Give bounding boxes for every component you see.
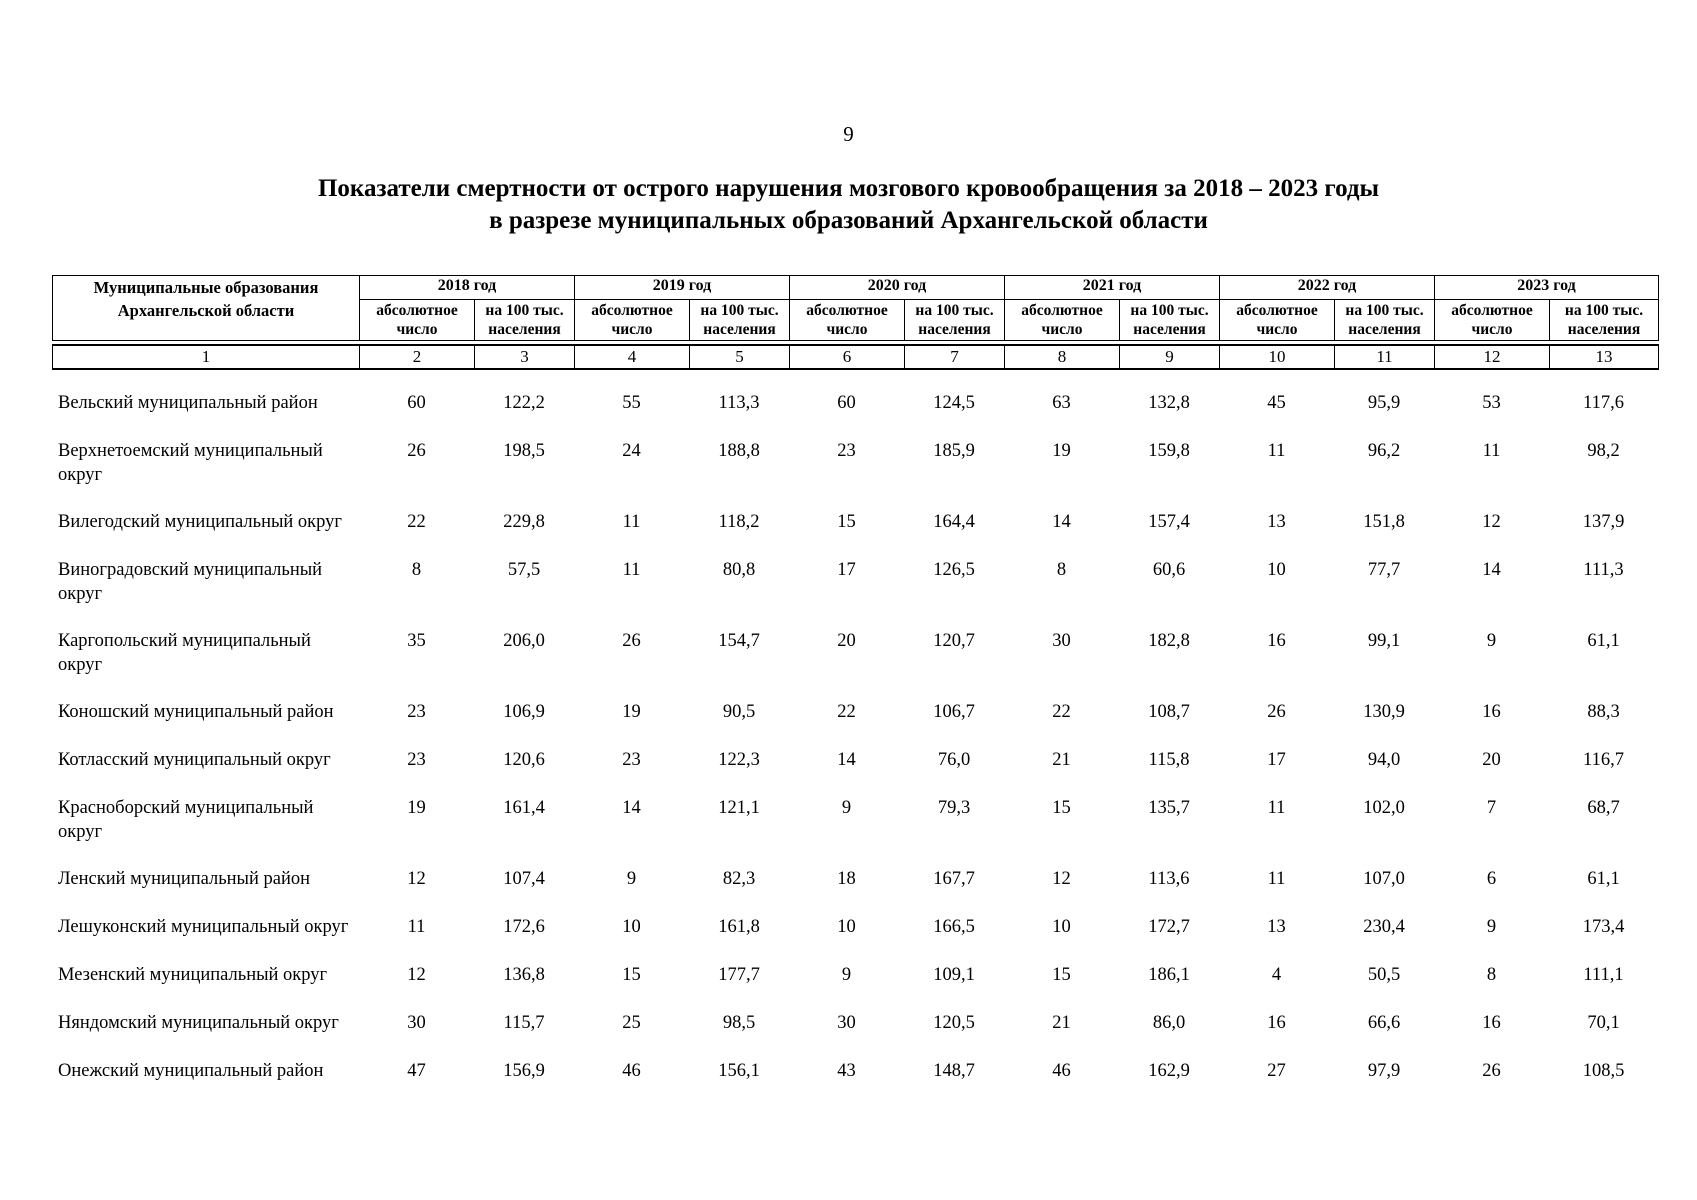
year-header: 2020 год: [790, 276, 1005, 300]
cell-absolute: 12: [1482, 512, 1501, 532]
cell-per100k: 77,7: [1367, 560, 1401, 580]
subheader-absolute: абсолютное число: [360, 300, 475, 341]
column-number: 5: [690, 345, 790, 369]
cell-per100k: 107,4: [503, 869, 545, 889]
cell-per100k: 159,8: [1148, 441, 1190, 461]
cell-absolute: 30: [837, 1013, 856, 1033]
table-row: [52, 545, 1658, 616]
cell-per100k: 86,0: [1152, 1013, 1186, 1033]
cell-absolute: 6: [1486, 869, 1497, 889]
cell-per100k: 124,5: [933, 393, 975, 413]
cell-absolute: 19: [1052, 441, 1071, 461]
cell-absolute: 23: [837, 441, 856, 461]
cell-per100k: 113,6: [1148, 869, 1190, 889]
cell-absolute: 22: [407, 512, 426, 532]
cell-per100k: 120,7: [933, 631, 975, 651]
cell-absolute: 9: [1486, 917, 1497, 937]
subheader-per100k: на 100 тыс. населения: [1550, 300, 1659, 341]
year-header: 2022 год: [1220, 276, 1435, 300]
cell-absolute: 14: [622, 798, 641, 818]
cell-per100k: 230,4: [1363, 917, 1405, 937]
cell-per100k: 148,7: [933, 1061, 975, 1081]
cell-per100k: 108,5: [1582, 1061, 1625, 1081]
cell-per100k: 172,6: [503, 917, 545, 937]
cell-absolute: 23: [407, 750, 426, 770]
cell-absolute: 9: [841, 798, 852, 818]
column-number: 10: [1220, 345, 1335, 369]
cell-absolute: 21: [1052, 1013, 1071, 1033]
cell-absolute: 11: [622, 560, 641, 580]
cell-absolute: 12: [407, 965, 426, 985]
cell-per100k: 173,4: [1582, 917, 1625, 937]
cell-absolute: 11: [1267, 869, 1286, 889]
cell-per100k: 99,1: [1367, 631, 1401, 651]
cell-per100k: 188,8: [718, 441, 760, 461]
table-row: [52, 902, 1658, 950]
cell-absolute: 19: [622, 702, 641, 722]
cell-per100k: 135,7: [1148, 798, 1190, 818]
cell-per100k: 182,8: [1148, 631, 1190, 651]
cell-absolute: 7: [1486, 798, 1497, 818]
cell-per100k: 161,4: [503, 798, 545, 818]
cell-per100k: 113,3: [718, 393, 760, 413]
cell-per100k: 70,1: [1587, 1013, 1620, 1033]
cell-absolute: 45: [1267, 393, 1286, 413]
year-header: 2021 год: [1005, 276, 1220, 300]
year-header: 2019 год: [575, 276, 790, 300]
cell-absolute: 55: [622, 393, 641, 413]
column-number: 2: [360, 345, 475, 369]
cell-per100k: 102,0: [1363, 798, 1405, 818]
cell-absolute: 10: [622, 917, 641, 937]
cell-per100k: 121,1: [718, 798, 760, 818]
page-number: 9: [843, 122, 854, 146]
cell-per100k: 177,7: [718, 965, 760, 985]
year-header: 2023 год: [1435, 276, 1659, 300]
cell-absolute: 21: [1052, 750, 1071, 770]
cell-absolute: 63: [1052, 393, 1071, 413]
cell-absolute: 22: [1052, 702, 1071, 722]
cell-absolute: 16: [1482, 1013, 1501, 1033]
cell-absolute: 20: [1482, 750, 1501, 770]
cell-absolute: 9: [626, 869, 637, 889]
cell-absolute: 13: [1267, 917, 1286, 937]
cell-per100k: 198,5: [503, 441, 545, 461]
cell-per100k: 111,3: [1583, 560, 1624, 580]
cell-per100k: 66,6: [1367, 1013, 1401, 1033]
cell-per100k: 151,8: [1363, 512, 1405, 532]
cell-absolute: 11: [1267, 441, 1286, 461]
municipality-name: Вельский муниципальный район: [58, 393, 318, 413]
subheader-per100k: на 100 тыс. населения: [905, 300, 1005, 341]
table-row: [52, 426, 1658, 497]
cell-per100k: 120,5: [933, 1013, 975, 1033]
municipality-name: Красноборский муниципальный округ: [58, 798, 314, 842]
cell-absolute: 15: [622, 965, 641, 985]
cell-absolute: 11: [1267, 798, 1286, 818]
cell-per100k: 164,4: [933, 512, 975, 532]
cell-per100k: 50,5: [1367, 965, 1401, 985]
table-row: [52, 854, 1658, 902]
cell-per100k: 172,7: [1148, 917, 1190, 937]
subheader-absolute: абсолютное число: [1005, 300, 1120, 341]
municipality-name: Вилегодский муниципальный округ: [58, 512, 343, 532]
cell-absolute: 8: [1486, 965, 1497, 985]
column-number: 12: [1435, 345, 1550, 369]
table-row: [52, 687, 1658, 735]
cell-absolute: 12: [1052, 869, 1071, 889]
cell-per100k: 60,6: [1152, 560, 1186, 580]
cell-per100k: 117,6: [1583, 393, 1624, 413]
column-number: 3: [475, 345, 575, 369]
cell-per100k: 88,3: [1587, 702, 1620, 722]
cell-absolute: 16: [1267, 1013, 1286, 1033]
cell-absolute: 16: [1267, 631, 1286, 651]
cell-absolute: 60: [837, 393, 856, 413]
title-line-2: в разрезе муниципальных образований Архангельской области: [489, 207, 1208, 234]
cell-per100k: 94,0: [1367, 750, 1401, 770]
cell-absolute: 53: [1482, 393, 1501, 413]
cell-absolute: 30: [407, 1013, 426, 1033]
table-row: [52, 497, 1658, 545]
column-header-municipality: Муниципальные образования Архангельской области: [53, 276, 360, 341]
column-number: 13: [1550, 345, 1659, 369]
cell-per100k: 206,0: [503, 631, 545, 651]
cell-per100k: 185,9: [933, 441, 975, 461]
cell-absolute: 17: [837, 560, 856, 580]
cell-absolute: 46: [622, 1061, 641, 1081]
cell-absolute: 15: [1052, 798, 1071, 818]
municipality-name: Онежский муниципальный район: [58, 1061, 324, 1081]
cell-absolute: 11: [622, 512, 641, 532]
column-number: 8: [1005, 345, 1120, 369]
cell-absolute: 18: [837, 869, 856, 889]
cell-per100k: 167,7: [933, 869, 975, 889]
cell-per100k: 57,5: [507, 560, 541, 580]
cell-absolute: 47: [407, 1061, 426, 1081]
cell-per100k: 79,3: [937, 798, 971, 818]
cell-per100k: 106,7: [933, 702, 975, 722]
cell-absolute: 12: [407, 869, 426, 889]
cell-per100k: 68,7: [1587, 798, 1620, 818]
cell-per100k: 132,8: [1148, 393, 1190, 413]
cell-per100k: 96,2: [1367, 441, 1401, 461]
cell-absolute: 8: [411, 560, 422, 580]
cell-absolute: 20: [837, 631, 856, 651]
subheader-per100k: на 100 тыс. населения: [1120, 300, 1220, 341]
table-row: [52, 735, 1658, 783]
cell-per100k: 229,8: [503, 512, 545, 532]
cell-per100k: 118,2: [718, 512, 760, 532]
municipality-name: Верхнетоемский муниципальный округ: [58, 441, 323, 485]
cell-per100k: 120,6: [503, 750, 545, 770]
cell-per100k: 130,9: [1363, 702, 1405, 722]
cell-per100k: 95,9: [1367, 393, 1401, 413]
cell-absolute: 15: [1052, 965, 1071, 985]
municipality-name: Виноградовский муниципальный округ: [58, 560, 323, 604]
cell-absolute: 30: [1052, 631, 1071, 651]
subheader-per100k: на 100 тыс. населения: [1335, 300, 1435, 341]
cell-absolute: 15: [837, 512, 856, 532]
mortality-data-table: [52, 378, 1658, 1094]
cell-absolute: 43: [837, 1061, 856, 1081]
cell-absolute: 26: [1267, 702, 1286, 722]
cell-per100k: 156,1: [718, 1061, 760, 1081]
cell-per100k: 136,8: [503, 965, 545, 985]
cell-absolute: 35: [407, 631, 426, 651]
cell-absolute: 8: [1056, 560, 1067, 580]
subheader-absolute: абсолютное число: [575, 300, 690, 341]
subheader-per100k: на 100 тыс. населения: [690, 300, 790, 341]
cell-per100k: 61,1: [1587, 631, 1620, 651]
cell-absolute: 19: [407, 798, 426, 818]
cell-absolute: 9: [1486, 631, 1497, 651]
cell-absolute: 14: [1052, 512, 1071, 532]
cell-per100k: 122,2: [503, 393, 545, 413]
cell-per100k: 122,3: [718, 750, 760, 770]
table-row: [52, 783, 1658, 854]
cell-absolute: 10: [837, 917, 856, 937]
cell-absolute: 11: [407, 917, 426, 937]
table-row: [52, 616, 1658, 687]
cell-absolute: 23: [407, 702, 426, 722]
subheader-absolute: абсолютное число: [790, 300, 905, 341]
cell-per100k: 98,2: [1587, 441, 1620, 461]
table-row: [52, 1046, 1658, 1094]
municipality-name: Мезенский муниципальный округ: [58, 965, 328, 985]
cell-absolute: 25: [622, 1013, 641, 1033]
cell-per100k: 166,5: [933, 917, 975, 937]
cell-absolute: 4: [1271, 965, 1282, 985]
column-number: 11: [1335, 345, 1435, 369]
cell-per100k: 107,0: [1363, 869, 1405, 889]
cell-absolute: 14: [1482, 560, 1501, 580]
table-row: [52, 950, 1658, 998]
cell-absolute: 26: [1482, 1061, 1501, 1081]
cell-per100k: 109,1: [933, 965, 975, 985]
cell-absolute: 22: [837, 702, 856, 722]
cell-absolute: 17: [1267, 750, 1286, 770]
title-line-1: Показатели смертности от острого нарушения мозгового кровообращения за 2018 – 2023 годы: [317, 175, 1380, 202]
cell-per100k: 106,9: [503, 702, 545, 722]
column-number: 7: [905, 345, 1005, 369]
subheader-per100k: на 100 тыс. населения: [475, 300, 575, 341]
cell-per100k: 115,7: [503, 1013, 545, 1033]
table-row: [52, 378, 1658, 426]
cell-absolute: 10: [1052, 917, 1071, 937]
cell-per100k: 154,7: [718, 631, 760, 651]
cell-per100k: 80,8: [722, 560, 756, 580]
cell-absolute: 46: [1052, 1061, 1071, 1081]
cell-per100k: 61,1: [1587, 869, 1620, 889]
column-number: 6: [790, 345, 905, 369]
cell-absolute: 24: [622, 441, 641, 461]
cell-per100k: 162,9: [1148, 1061, 1190, 1081]
cell-absolute: 14: [837, 750, 856, 770]
cell-per100k: 186,1: [1148, 965, 1190, 985]
subheader-absolute: абсолютное число: [1435, 300, 1550, 341]
cell-per100k: 115,8: [1148, 750, 1190, 770]
cell-per100k: 126,5: [933, 560, 975, 580]
cell-absolute: 27: [1267, 1061, 1286, 1081]
column-numbers-row: [52, 344, 1659, 370]
cell-absolute: 9: [841, 965, 852, 985]
document-title: [0, 173, 1697, 237]
cell-absolute: 16: [1482, 702, 1501, 722]
subheader-absolute: абсолютное число: [1220, 300, 1335, 341]
cell-per100k: 156,9: [503, 1061, 545, 1081]
column-number: 4: [575, 345, 690, 369]
cell-absolute: 13: [1267, 512, 1286, 532]
cell-per100k: 90,5: [722, 702, 756, 722]
municipality-name: Ленский муниципальный район: [58, 869, 311, 889]
cell-per100k: 137,9: [1582, 512, 1625, 532]
municipality-name: Лешуконский муниципальный округ: [58, 917, 349, 937]
cell-per100k: 76,0: [937, 750, 971, 770]
cell-absolute: 26: [407, 441, 426, 461]
municipality-name: Коношский муниципальный район: [58, 702, 334, 722]
column-number: 9: [1120, 345, 1220, 369]
cell-per100k: 111,1: [1583, 965, 1624, 985]
cell-per100k: 98,5: [722, 1013, 756, 1033]
cell-absolute: 11: [1482, 441, 1501, 461]
municipality-name: Няндомский муниципальный округ: [58, 1013, 339, 1033]
cell-per100k: 108,7: [1148, 702, 1190, 722]
cell-per100k: 82,3: [722, 869, 756, 889]
table-header: [52, 275, 1659, 341]
table-row: [52, 998, 1658, 1046]
cell-per100k: 116,7: [1583, 750, 1624, 770]
cell-absolute: 10: [1267, 560, 1286, 580]
cell-absolute: 23: [622, 750, 641, 770]
column-number: 1: [53, 345, 360, 369]
municipality-name: Каргопольский муниципальный округ: [58, 631, 311, 675]
cell-per100k: 97,9: [1367, 1061, 1401, 1081]
cell-per100k: 161,8: [718, 917, 760, 937]
year-header: 2018 год: [360, 276, 575, 300]
cell-per100k: 157,4: [1148, 512, 1190, 532]
cell-absolute: 26: [622, 631, 641, 651]
municipality-name: Котласский муниципальный округ: [58, 750, 331, 770]
cell-absolute: 60: [407, 393, 426, 413]
